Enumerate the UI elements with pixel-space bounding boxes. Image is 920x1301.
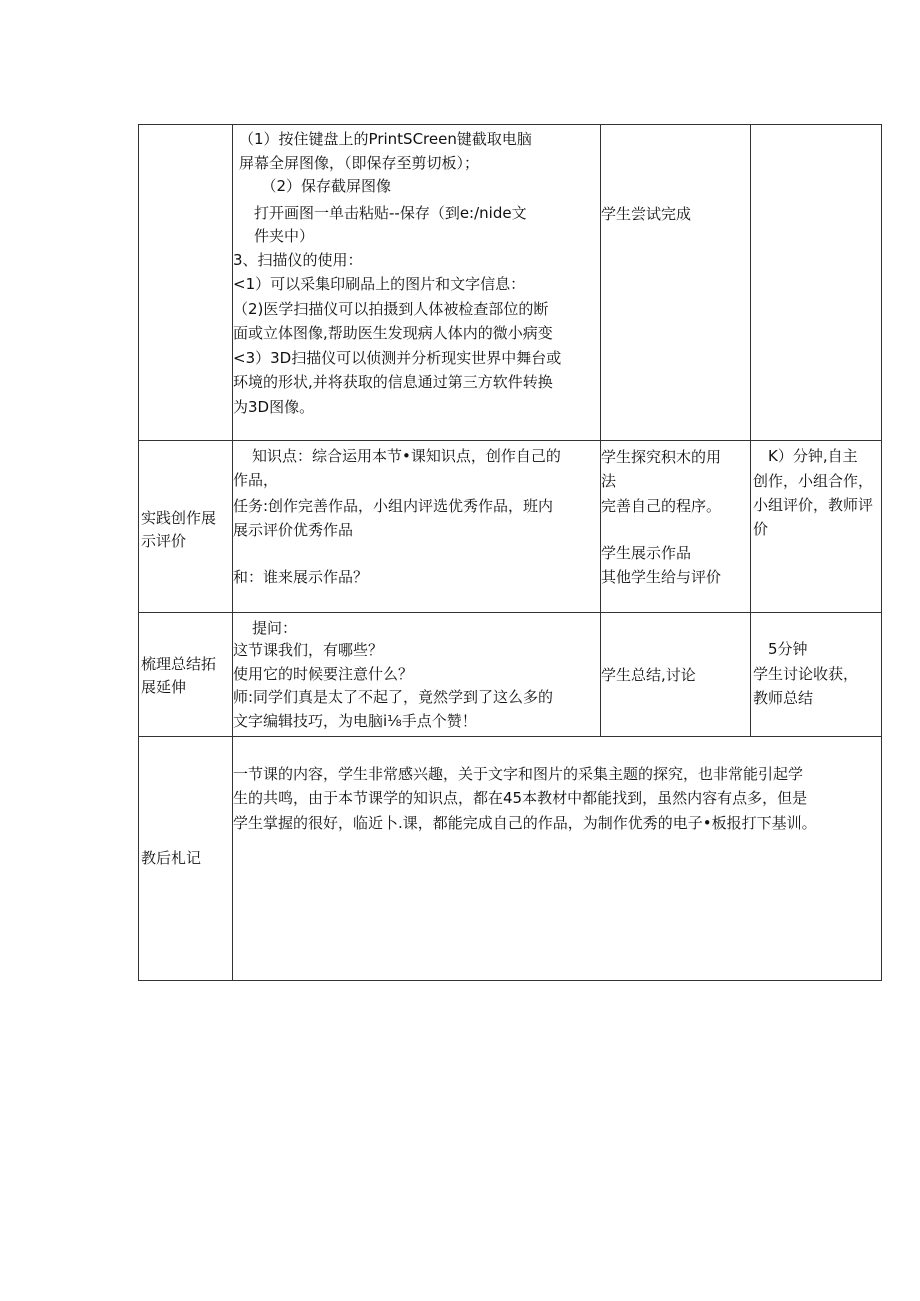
row2-student-line: 完善自己的程序。: [601, 497, 722, 515]
row1-line: <1）可以采集印刷品上的图片和文字信息：: [233, 275, 526, 293]
row2-student-line: 法: [601, 472, 617, 490]
row1-line: （2)医学扫描仪可以拍摄到人体被检查部位的断: [233, 300, 549, 318]
row4-line: 生的共鸣，由于本节课学的知识点，都在45本教材中都能找到，虽然内容有点多，但是: [233, 789, 808, 807]
row3-stage-label: [141, 653, 229, 699]
row3-student-activity: 学生总结,讨论: [601, 666, 696, 684]
row-divider: [139, 440, 881, 441]
row2-time-line: 价: [753, 520, 769, 538]
row2-time-line: 创作，小组合作，: [753, 472, 874, 490]
row2-line: 和：谁来展示作品？: [233, 568, 369, 586]
row1-line: 件夹中）: [239, 227, 315, 245]
row4-line: 一节课的内容，学生非常感兴趣，关于文字和图片的采集主题的探究，也非常能引起学: [233, 765, 804, 783]
row3-time-line: 学生讨论收获，: [753, 665, 859, 683]
row2-time-line: 小组评价，教师评: [753, 496, 874, 514]
label-line: 实践创作展: [141, 509, 217, 527]
row2-line: 知识点：综合运用本节•课知识点，创作自己的: [237, 447, 561, 465]
row-divider: [139, 612, 881, 613]
row3-line: 使用它的时候要注意什么？: [233, 665, 414, 683]
row-divider: [139, 736, 881, 737]
row2-line: 展示评价优秀作品: [233, 521, 354, 539]
row1-line: <3）3D扫描仪可以侦测并分析现实世界中舞台或: [233, 349, 562, 367]
row1-line: 环境的形状,并将获取的信息通过第三方软件转换: [233, 373, 553, 391]
row2-student-line: 其他学生给与评价: [601, 568, 722, 586]
row3-line: 提问：: [237, 619, 298, 637]
row1-line: 屏幕全屏图像，（即保存至剪切板）；: [239, 153, 480, 172]
row1-line: 3、扫描仪的使用：: [233, 251, 363, 269]
label-line: 梳理总结拓: [141, 655, 217, 673]
row2-student-line: 学生展示作品: [601, 544, 692, 562]
label-line: 展延伸: [141, 678, 187, 696]
row1-line: 面或立体图像,帮助医生发现病人体内的微小病变: [233, 324, 553, 342]
row3-line: 这节课我们，有哪些？: [233, 641, 384, 659]
row1-line: 为3D图像。: [233, 398, 315, 416]
row3-line: 文字编辑技巧，为电脑i⅛手点个赞！: [233, 712, 477, 730]
row3-line: 师:同学们真是太了不起了，竟然学到了这么多的: [233, 688, 554, 706]
row2-stage-label: [141, 507, 229, 553]
row2-student-line: 学生探究积木的用: [601, 448, 722, 466]
row2-line: 作品，: [233, 471, 279, 489]
label-line: 示评价: [141, 532, 187, 550]
row2-line: 任务:创作完善作品，小组内评选优秀作品，班内: [233, 497, 554, 515]
column-divider: [750, 125, 751, 736]
row4-line: 学生掌握的很好，临近卜.课，都能完成自己的作品，为制作优秀的电子•板报打下基训。: [233, 814, 817, 832]
row1-line: 打开画图一单击粘贴--保存（到e:/nide文: [239, 204, 527, 222]
row3-time-line: 教师总结: [753, 689, 814, 707]
row1-student-activity: 学生尝试完成: [601, 205, 692, 223]
row1-line: （1）按住键盘上的PrintSCreen键截取电脑: [239, 130, 532, 148]
row2-time-line: K）分钟,自主: [753, 447, 858, 465]
lesson-plan-table: [138, 124, 882, 981]
row4-stage-label: 教后札记: [141, 849, 202, 867]
row1-line: （2）保存截屏图像: [239, 177, 392, 195]
row3-time-line: 5分钟: [753, 640, 808, 658]
